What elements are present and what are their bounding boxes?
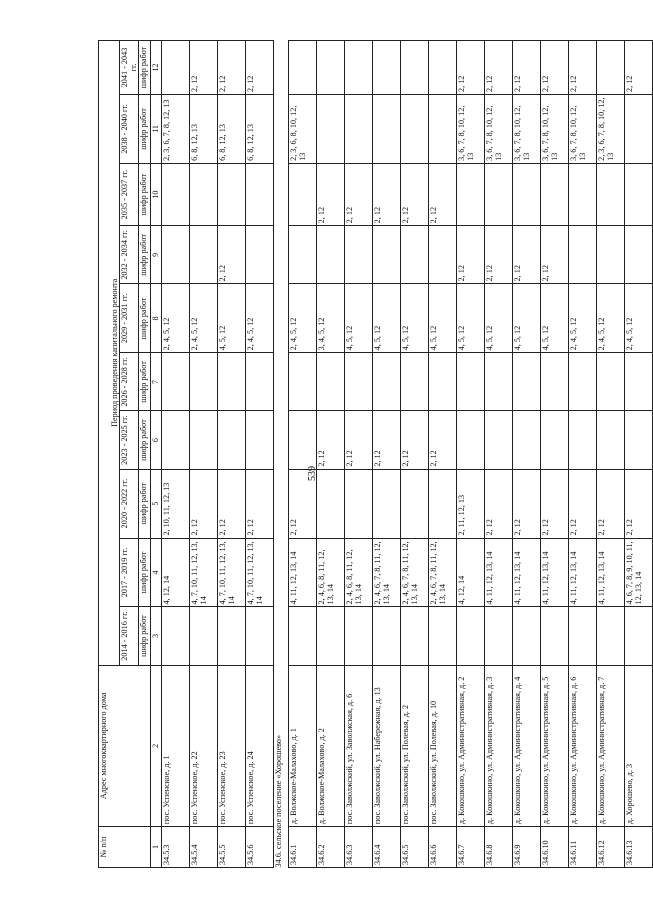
table-row bbox=[569, 41, 597, 868]
table-row bbox=[541, 41, 569, 868]
work-code-cell bbox=[317, 94, 345, 163]
row-address: д. Кокошкино, ул. Административная, д. 5 bbox=[541, 665, 569, 827]
work-code-cell bbox=[401, 226, 429, 284]
work-code-cell bbox=[485, 411, 513, 469]
column-number: 12 bbox=[151, 41, 162, 95]
work-code-cell bbox=[162, 607, 190, 665]
work-code-cell bbox=[373, 41, 401, 95]
work-code-cell: 3, 6, 7, 8, 10, 12, 13 bbox=[513, 94, 541, 163]
row-number: 34.6.9 bbox=[513, 827, 541, 868]
table-row bbox=[218, 41, 246, 868]
work-code-cell bbox=[162, 411, 190, 469]
work-code-cell bbox=[485, 163, 513, 225]
work-code-cell bbox=[345, 226, 373, 284]
work-code-cell bbox=[513, 411, 541, 469]
column-number: 1 bbox=[151, 827, 162, 868]
row-number: 34.6.13 bbox=[625, 827, 653, 868]
work-code-cell: 4, 5, 12 bbox=[513, 284, 541, 353]
work-code-cell bbox=[218, 411, 246, 469]
work-code-cell: 2, 12 bbox=[457, 226, 485, 284]
work-code-cell bbox=[345, 94, 373, 163]
work-code-cell bbox=[597, 226, 625, 284]
work-code-cell: 2, 12 bbox=[541, 226, 569, 284]
work-code-cell: 2, 12 bbox=[485, 41, 513, 95]
row-address: д. Волжское-Малахово, д. 1 bbox=[289, 665, 317, 827]
work-code-cell: 2, 12 bbox=[218, 226, 246, 284]
header-work-code: шифр работ bbox=[139, 469, 151, 538]
work-code-cell: 3, 6, 7, 8, 10, 12, 13 bbox=[569, 94, 597, 163]
header-work-code: шифр работ bbox=[139, 163, 151, 225]
header-work-code: шифр работ bbox=[139, 353, 151, 411]
header-work-code: шифр работ bbox=[139, 538, 151, 607]
table-row bbox=[190, 41, 218, 868]
work-code-cell: 3, 4, 5, 12 bbox=[317, 284, 345, 353]
work-code-cell bbox=[625, 411, 653, 469]
work-code-cell: 6, 8, 12, 13 bbox=[218, 94, 246, 163]
row-number: 34.6.3 bbox=[345, 827, 373, 868]
work-code-cell: 2, 4, 5, 12 bbox=[162, 284, 190, 353]
work-code-cell: 2, 12 bbox=[345, 411, 373, 469]
table-row bbox=[289, 41, 317, 868]
row-number: 34.6.11 bbox=[569, 827, 597, 868]
header-period-1: 2014 - 2016 гг. bbox=[120, 607, 139, 665]
work-code-cell: 2, 12 bbox=[373, 163, 401, 225]
row-address: пос. Успенское, д. 24 bbox=[246, 665, 274, 827]
work-code-cell bbox=[246, 353, 274, 411]
work-code-cell bbox=[457, 607, 485, 665]
row-address: пос. Успенское, д. 23 bbox=[218, 665, 246, 827]
work-code-cell bbox=[162, 353, 190, 411]
work-code-cell bbox=[429, 94, 457, 163]
work-code-cell: 4, 5, 12 bbox=[541, 284, 569, 353]
header-period-8: 2035 - 2037 гг. bbox=[120, 163, 139, 225]
work-code-cell: 2, 12 bbox=[190, 41, 218, 95]
column-number: 6 bbox=[151, 411, 162, 469]
work-code-cell bbox=[246, 607, 274, 665]
work-code-cell bbox=[457, 353, 485, 411]
work-code-cell bbox=[162, 41, 190, 95]
work-code-cell: 2, 12 bbox=[345, 163, 373, 225]
work-code-cell bbox=[625, 163, 653, 225]
work-code-cell: 2, 3, 6, 7, 8, 12, 13 bbox=[162, 94, 190, 163]
header-no: № п/п bbox=[99, 827, 151, 868]
work-code-cell bbox=[246, 226, 274, 284]
row-address: пос. Заволжский, ул. Полевая, д. 10 bbox=[429, 665, 457, 827]
work-code-cell: 2, 4, 6, 7, 8, 11, 12, 13, 14 bbox=[373, 538, 401, 607]
table-row bbox=[246, 41, 274, 868]
work-code-cell: 2, 12 bbox=[429, 163, 457, 225]
work-code-cell: 4, 5, 12 bbox=[401, 284, 429, 353]
work-code-cell: 2, 12 bbox=[485, 226, 513, 284]
work-code-cell bbox=[541, 163, 569, 225]
work-code-cell: 2, 3, 6, 8, 10, 12, 13 bbox=[289, 94, 317, 163]
work-code-cell bbox=[345, 607, 373, 665]
work-code-cell: 2, 4, 5, 12 bbox=[246, 284, 274, 353]
work-code-cell bbox=[373, 94, 401, 163]
section-title: 34.6. сельское поселение «Хорошево» bbox=[274, 41, 289, 868]
work-code-cell bbox=[162, 163, 190, 225]
repair-schedule-table bbox=[98, 40, 653, 868]
work-code-cell: 2, 12 bbox=[246, 469, 274, 538]
page-number: 539 bbox=[307, 466, 318, 481]
work-code-cell bbox=[541, 607, 569, 665]
column-number: 8 bbox=[151, 284, 162, 353]
work-code-cell: 3, 6, 7, 8, 10, 12, 13 bbox=[457, 94, 485, 163]
work-code-cell bbox=[317, 41, 345, 95]
work-code-cell bbox=[625, 607, 653, 665]
work-code-cell: 2, 12 bbox=[373, 411, 401, 469]
work-code-cell: 2, 4, 5, 12 bbox=[289, 284, 317, 353]
work-code-cell bbox=[597, 411, 625, 469]
work-code-cell bbox=[246, 411, 274, 469]
work-code-cell: 2, 4, 6, 8, 11, 12, 13, 14 bbox=[345, 538, 373, 607]
row-number: 34.5.4 bbox=[190, 827, 218, 868]
work-code-cell: 4, 5, 12 bbox=[485, 284, 513, 353]
work-code-cell bbox=[218, 353, 246, 411]
work-code-cell: 4, 11, 12, 13, 14 bbox=[289, 538, 317, 607]
row-number: 34.6.10 bbox=[541, 827, 569, 868]
row-number: 34.6.6 bbox=[429, 827, 457, 868]
header-work-code: шифр работ bbox=[139, 226, 151, 284]
work-code-cell: 4, 7, 10, 11, 12, 13, 14 bbox=[246, 538, 274, 607]
work-code-cell bbox=[513, 353, 541, 411]
column-number: 4 bbox=[151, 538, 162, 607]
work-code-cell bbox=[190, 607, 218, 665]
table-row bbox=[457, 41, 485, 868]
work-code-cell bbox=[218, 607, 246, 665]
work-code-cell: 6, 8, 12, 13 bbox=[246, 94, 274, 163]
work-code-cell bbox=[317, 226, 345, 284]
work-code-cell bbox=[597, 353, 625, 411]
work-code-cell: 2, 12 bbox=[246, 41, 274, 95]
table-row bbox=[429, 41, 457, 868]
work-code-cell: 4, 12, 14 bbox=[457, 538, 485, 607]
work-code-cell: 2, 12 bbox=[569, 469, 597, 538]
table-row bbox=[345, 41, 373, 868]
row-number: 34.6.5 bbox=[401, 827, 429, 868]
work-code-cell bbox=[373, 226, 401, 284]
work-code-cell bbox=[569, 163, 597, 225]
work-code-cell bbox=[289, 607, 317, 665]
work-code-cell: 2, 12 bbox=[513, 226, 541, 284]
work-code-cell bbox=[345, 469, 373, 538]
row-number: 34.6.2 bbox=[317, 827, 345, 868]
work-code-cell: 2, 4, 6, 8, 11, 12, 13, 14 bbox=[317, 538, 345, 607]
work-code-cell: 2, 12 bbox=[317, 163, 345, 225]
rotated-page bbox=[98, 40, 643, 868]
work-code-cell bbox=[345, 41, 373, 95]
header-period-4: 2023 - 2025 гг. bbox=[120, 411, 139, 469]
work-code-cell bbox=[513, 163, 541, 225]
work-code-cell: 4, 11, 12, 13, 14 bbox=[485, 538, 513, 607]
work-code-cell bbox=[289, 353, 317, 411]
work-code-cell: 4, 5, 12 bbox=[457, 284, 485, 353]
header-work-code: шифр работ bbox=[139, 94, 151, 163]
work-code-cell bbox=[625, 353, 653, 411]
work-code-cell bbox=[401, 94, 429, 163]
work-code-cell bbox=[597, 163, 625, 225]
header-work-code: шифр работ bbox=[139, 41, 151, 95]
row-address: д. Кокошкино, ул. Административная, д. 2 bbox=[457, 665, 485, 827]
work-code-cell bbox=[317, 607, 345, 665]
work-code-cell: 3, 6, 7, 8, 10, 12, 13 bbox=[485, 94, 513, 163]
table-row bbox=[162, 41, 190, 868]
header-period-5: 2026 - 2028 гг. bbox=[120, 353, 139, 411]
table-row bbox=[485, 41, 513, 868]
row-address: д. Кокошкино, ул. Административная, д. 7 bbox=[597, 665, 625, 827]
work-code-cell bbox=[597, 41, 625, 95]
row-number: 34.5.5 bbox=[218, 827, 246, 868]
row-number: 34.6.7 bbox=[457, 827, 485, 868]
work-code-cell: 2, 12 bbox=[401, 163, 429, 225]
work-code-cell: 2, 12 bbox=[401, 411, 429, 469]
row-address: пос. Успенское, д. 22 bbox=[190, 665, 218, 827]
work-code-cell: 2, 12 bbox=[513, 469, 541, 538]
work-code-cell bbox=[401, 469, 429, 538]
row-address: пос. Заволжский, ул. Набережная, д. 13 bbox=[373, 665, 401, 827]
work-code-cell bbox=[345, 353, 373, 411]
row-number: 34.6.4 bbox=[373, 827, 401, 868]
work-code-cell: 2, 11, 12, 13 bbox=[457, 469, 485, 538]
work-code-cell: 4, 6, 7, 8, 9, 10, 11, 12, 13, 14 bbox=[625, 538, 653, 607]
column-number: 2 bbox=[151, 665, 162, 827]
table-row bbox=[401, 41, 429, 868]
header-period-6: 2029 - 2031 гг. bbox=[120, 284, 139, 353]
work-code-cell bbox=[541, 353, 569, 411]
work-code-cell bbox=[373, 469, 401, 538]
work-code-cell: 2, 4, 5, 12 bbox=[569, 284, 597, 353]
work-code-cell: 2, 12 bbox=[190, 469, 218, 538]
work-code-cell bbox=[485, 353, 513, 411]
header-period: Период проведения капитального ремонта bbox=[99, 41, 120, 666]
work-code-cell: 2, 4, 5, 12 bbox=[625, 284, 653, 353]
work-code-cell bbox=[373, 607, 401, 665]
work-code-cell bbox=[317, 469, 345, 538]
row-address: пос. Успенское, д. 1 bbox=[162, 665, 190, 827]
work-code-cell bbox=[289, 411, 317, 469]
work-code-cell bbox=[569, 607, 597, 665]
column-number: 5 bbox=[151, 469, 162, 538]
work-code-cell: 2, 12 bbox=[317, 411, 345, 469]
work-code-cell: 4, 5, 12 bbox=[345, 284, 373, 353]
table-row bbox=[373, 41, 401, 868]
table-body bbox=[162, 41, 653, 868]
work-code-cell bbox=[569, 411, 597, 469]
work-code-cell bbox=[429, 353, 457, 411]
table-row bbox=[625, 41, 653, 868]
work-code-cell bbox=[429, 607, 457, 665]
work-code-cell: 2, 12 bbox=[289, 469, 317, 538]
work-code-cell bbox=[625, 94, 653, 163]
work-code-cell: 2, 4, 6, 7, 8, 11, 12, 13, 14 bbox=[401, 538, 429, 607]
header-period-3: 2020 - 2022 гг. bbox=[120, 469, 139, 538]
work-code-cell bbox=[429, 469, 457, 538]
row-number: 34.6.12 bbox=[597, 827, 625, 868]
row-address: пос. Заволжский, ул. Заволжская, д. 6 bbox=[345, 665, 373, 827]
header-period-10: 2041 - 2043 гг. bbox=[120, 41, 139, 95]
work-code-cell: 4, 11, 12, 13, 14 bbox=[597, 538, 625, 607]
column-number: 7 bbox=[151, 353, 162, 411]
work-code-cell: 4, 5, 12 bbox=[429, 284, 457, 353]
row-number: 34.5.6 bbox=[246, 827, 274, 868]
work-code-cell bbox=[289, 163, 317, 225]
work-code-cell: 4, 7, 10, 11, 12, 13, 14 bbox=[190, 538, 218, 607]
row-address: д. Хорошево, д. 3 bbox=[625, 665, 653, 827]
work-code-cell: 2, 4, 5, 12 bbox=[190, 284, 218, 353]
header-work-code: шифр работ bbox=[139, 607, 151, 665]
work-code-cell: 4, 5, 12 bbox=[373, 284, 401, 353]
work-code-cell bbox=[289, 41, 317, 95]
work-code-cell: 2, 12 bbox=[541, 41, 569, 95]
work-code-cell: 2, 12 bbox=[457, 41, 485, 95]
work-code-cell bbox=[218, 163, 246, 225]
header-period-7: 2032 - 2034 гг. bbox=[120, 226, 139, 284]
work-code-cell bbox=[401, 353, 429, 411]
table-row bbox=[513, 41, 541, 868]
section-row bbox=[274, 41, 289, 868]
work-code-cell: 2, 12 bbox=[625, 41, 653, 95]
table-row bbox=[597, 41, 625, 868]
work-code-cell bbox=[289, 226, 317, 284]
work-code-cell bbox=[373, 353, 401, 411]
column-number: 10 bbox=[151, 163, 162, 225]
table-row bbox=[317, 41, 345, 868]
work-code-cell: 3, 6, 7, 8, 10, 12, 13 bbox=[541, 94, 569, 163]
work-code-cell bbox=[569, 353, 597, 411]
row-number: 34.5.3 bbox=[162, 827, 190, 868]
work-code-cell: 4, 11, 12, 13, 14 bbox=[569, 538, 597, 607]
header-address: Адрес многоквартирного дома bbox=[99, 665, 151, 827]
work-code-cell: 2, 12 bbox=[429, 411, 457, 469]
work-code-cell: 2, 3, 6, 7, 8, 10, 12, 13 bbox=[597, 94, 625, 163]
work-code-cell bbox=[162, 226, 190, 284]
work-code-cell bbox=[625, 226, 653, 284]
work-code-cell bbox=[569, 226, 597, 284]
row-address: д. Кокошкино, ул. Административная, д. 4 bbox=[513, 665, 541, 827]
work-code-cell: 4, 7, 10, 11, 12, 13, 14 bbox=[218, 538, 246, 607]
column-number: 3 bbox=[151, 607, 162, 665]
work-code-cell: 4, 11, 12, 13, 14 bbox=[513, 538, 541, 607]
work-code-cell bbox=[429, 226, 457, 284]
work-code-cell bbox=[513, 607, 541, 665]
work-code-cell bbox=[541, 411, 569, 469]
work-code-cell: 2, 4, 6, 7, 8, 11, 12, 13, 14 bbox=[429, 538, 457, 607]
work-code-cell bbox=[485, 607, 513, 665]
column-number: 11 bbox=[151, 94, 162, 163]
work-code-cell bbox=[190, 411, 218, 469]
column-number-row bbox=[151, 41, 162, 868]
work-code-cell bbox=[190, 353, 218, 411]
work-code-cell: 4, 5, 12 bbox=[218, 284, 246, 353]
work-code-cell: 2, 12 bbox=[569, 41, 597, 95]
work-code-cell bbox=[597, 607, 625, 665]
column-number: 9 bbox=[151, 226, 162, 284]
work-code-cell: 2, 12 bbox=[625, 469, 653, 538]
header-work-code: шифр работ bbox=[139, 284, 151, 353]
row-number: 34.6.1 bbox=[289, 827, 317, 868]
row-address: д. Волжское-Малахово, д. 2 bbox=[317, 665, 345, 827]
work-code-cell: 2, 10, 11, 12, 13 bbox=[162, 469, 190, 538]
work-code-cell bbox=[401, 607, 429, 665]
header-work-code: шифр работ bbox=[139, 411, 151, 469]
work-code-cell: 2, 12 bbox=[513, 41, 541, 95]
work-code-cell bbox=[246, 163, 274, 225]
work-code-cell: 2, 4, 5, 12 bbox=[597, 284, 625, 353]
work-code-cell bbox=[457, 411, 485, 469]
work-code-cell bbox=[457, 163, 485, 225]
work-code-cell: 4, 12, 14 bbox=[162, 538, 190, 607]
row-number: 34.6.8 bbox=[485, 827, 513, 868]
work-code-cell: 2, 12 bbox=[541, 469, 569, 538]
header-period-2: 2017 - 2019 гг. bbox=[120, 538, 139, 607]
work-code-cell: 2, 12 bbox=[218, 469, 246, 538]
header-period-9: 2038 - 2040 гг. bbox=[120, 94, 139, 163]
work-code-cell bbox=[401, 41, 429, 95]
header-row-top bbox=[99, 41, 120, 868]
row-address: д. Кокошкино, ул. Административная, д. 6 bbox=[569, 665, 597, 827]
work-code-cell bbox=[429, 41, 457, 95]
work-code-cell: 6, 8, 12, 13 bbox=[190, 94, 218, 163]
work-code-cell: 2, 12 bbox=[218, 41, 246, 95]
work-code-cell bbox=[190, 226, 218, 284]
work-code-cell bbox=[190, 163, 218, 225]
work-code-cell: 2, 12 bbox=[485, 469, 513, 538]
row-address: д. Кокошкино, ул. Административная, д. 3 bbox=[485, 665, 513, 827]
work-code-cell bbox=[317, 353, 345, 411]
work-code-cell: 4, 11, 12, 13, 14 bbox=[541, 538, 569, 607]
row-address: пос. Заволжский, ул. Полевая, д. 2 bbox=[401, 665, 429, 827]
work-code-cell: 2, 12 bbox=[597, 469, 625, 538]
